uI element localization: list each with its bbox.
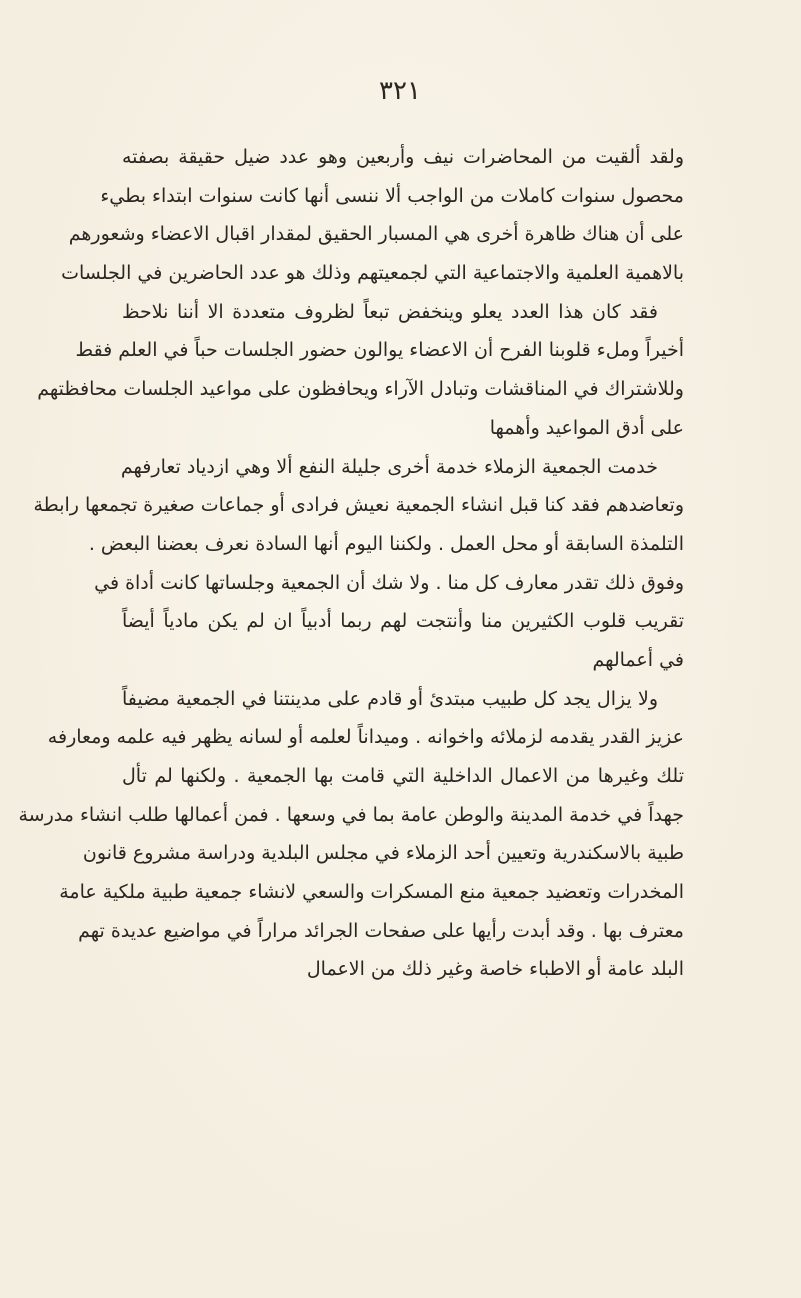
text-line: المخدرات وتعضيد جمعية منع المسكرات والسعي لانشاء جمعية طبية ملكية عامة	[59, 881, 684, 904]
text-line: محصول سنوات كاملات من الواجب ألا ننسى أنها كانت سنوات ابتداء بطيء	[100, 184, 684, 207]
text-line: ولقد ألقيت من المحاضرات نيف وأربعين وهو عدد ضيل حقيقة بصفته	[122, 146, 684, 168]
text-line: على أدق المواعيد وأهمها	[489, 416, 684, 439]
text-line: وللاشتراك في المناقشات وتبادل الآراء ويحافظون على مواعيد الجلسات محافظتهم	[37, 378, 684, 401]
body-text	[18, 138, 684, 989]
text-line: البلد عامة أو الاطباء خاصة وغير ذلك من الاعمال	[306, 958, 684, 981]
text-line: فقد كان هذا العدد يعلو وينخفض تبعاً لظروف متعددة الا أننا نلاحظ	[122, 300, 658, 323]
text-line: عزيز القدر يقدمه لزملائه واخوانه . وميداناً لعلمه أو لسانه يظهر فيه علمه ومعارفه	[47, 726, 684, 749]
text-line: على أن هناك ظاهرة أخرى هي المسبار الحقيق لمقدار اقبال الاعضاء وشعورهم	[68, 223, 684, 246]
text-line: معترف بها . وقد أبدت رأيها على صفحات الجرائد مراراً في مواضيع عديدة تهم	[78, 919, 684, 942]
paragraph	[18, 680, 684, 990]
text-line: تقريب قلوب الكثيرين منا وأنتجت لهم ربما أدبياً ان لم يكن مادياً أيضاً	[122, 610, 684, 633]
text-line: جهداً في خدمة المدينة والوطن عامة بما في وسعها . فمن أعمالها طلب انشاء مدرسة	[18, 803, 684, 826]
text-line: وتعاضدهم فقد كنا قبل انشاء الجمعية نعيش فرادى أو جماعات صغيرة تجمعها رابطة	[33, 494, 684, 517]
paragraph	[61, 138, 684, 293]
text-line: ولا يزال يجد كل طبيب مبتدئ أو قادم على مدينتنا في الجمعية مضيفاً	[122, 687, 658, 710]
text-line: أخيراً وملء قلوبنا الفرح أن الاعضاء يوالون حضور الجلسات حباً في العلم فقط	[75, 339, 684, 362]
paragraph	[37, 293, 684, 448]
text-line: طبية بالاسكندرية وتعيين أحد الزملاء في مجلس البلدية ودراسة مشروع قانون	[82, 842, 684, 865]
text-line: في أعمالهم	[592, 648, 684, 671]
text-line: وفوق ذلك تقدر معارف كل منا . ولا شك أن الجمعية وجلساتها كانت أداة في	[94, 571, 684, 594]
page-number: ٣٢١	[379, 76, 421, 106]
text-line: التلمذة السابقة أو محل العمل . ولكننا اليوم أنها السادة نعرف بعضنا البعض .	[88, 532, 684, 555]
text-line: تلك وغيرها من الاعمال الداخلية التي قامت بها الجمعية . ولكنها لم تأل	[122, 765, 684, 787]
text-line: بالاهمية العلمية والاجتماعية التي لجمعيتهم وذلك هو عدد الحاضرين في الجلسات	[61, 262, 684, 285]
paragraph	[33, 448, 684, 680]
text-line: خدمت الجمعية الزملاء خدمة أخرى جليلة النفع ألا وهي ازدياد تعارفهم	[120, 455, 658, 478]
